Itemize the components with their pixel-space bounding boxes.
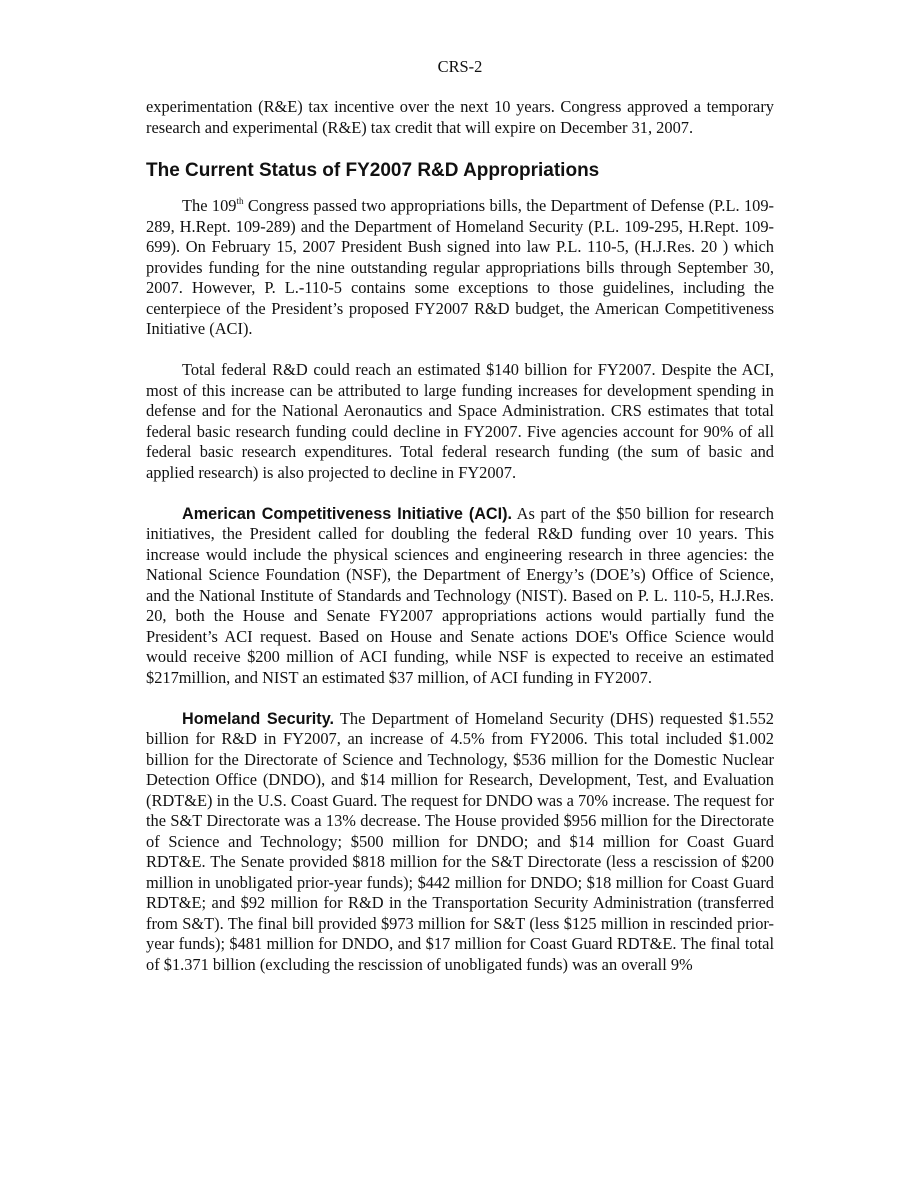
page-number: CRS-2 [437, 57, 483, 76]
aci-body: As part of the $50 billion for research initiatives, the President called for doubling the federal R&D funding over 10 years. This increase would include the physical sciences and engineering research in three agencies: the National Science Foundation (NSF), the Department of Energy’s (DOE’s) Office of Science, and the National Institute of Standards and Technology (NIST). Based on P. L. 110-5, H.J.Res. 20, both the House and Senate FY2007 appropriations actions would partially fund the President’s ACI request. Based on House and Senate actions DOE's Office Science would would receive $200 million of ACI funding, while NSF is expected to receive an estimated $217million, and NIST an estimated $37 million, of ACI funding in FY2007. [146, 503, 774, 687]
para1-superscript: th [236, 196, 244, 206]
para1-lead: The 109 [182, 196, 237, 215]
homeland-run-in-heading: Homeland Security. [182, 709, 334, 728]
paragraph-homeland-security [146, 709, 774, 976]
intro-paragraph: experimentation (R&E) tax incentive over the next 10 years. Congress approved a temporary research and experimental (R&E) tax credit that will expire on December 31, 2007. [146, 97, 774, 137]
paragraph-appropriations-bills [146, 196, 774, 340]
paragraph-total-federal-rd: Total federal R&D could reach an estimated $140 billion for FY2007. Despite the ACI, most of this increase can be attributed to large funding increases for development spending in defense and for the National Aeronautics and Space Administration. CRS estimates that total federal basic research funding could decline in FY2007. Five agencies account for 90% of all federal basic research expenditures. Total federal research funding (the sum of basic and applied research) is also projected to decline in FY2007. [146, 360, 774, 482]
document-page [146, 0, 774, 975]
section-heading: The Current Status of FY2007 R&D Appropriations [146, 160, 600, 181]
aci-run-in-heading: American Competitiveness Initiative (ACI). [182, 504, 512, 523]
paragraph-aci [146, 504, 774, 689]
homeland-body: The Department of Homeland Security (DHS) requested $1.552 billion for R&D in FY2007, an increase of 4.5% from FY2006. This total included $1.002 billion for the Directorate of Science and Technology, $536 million for the Domestic Nuclear Detection Office (DNDO), and $14 million for Research, Development, Test, and Evaluation (RDT&E) in the U.S. Coast Guard. The request for DNDO was a 70% increase. The request for the S&T Directorate was a 13% decrease. The House provided $956 million for the Directorate of Science and Technology; $500 million for DNDO; and $14 million for Coast Guard RDT&E. The Senate provided $818 million for the S&T Directorate (less a rescission of $200 million in unobligated prior-year funds); $442 million for DNDO; $18 million for Coast Guard RDT&E; and $92 million for R&D in the Transportation Security Administration (transferred from S&T). The final bill provided $973 million for S&T (less $125 million in rescinded prior-year funds); $481 million for DNDO, and $17 million for Coast Guard RDT&E. The final total of $1.371 billion (excluding the rescission of unobligated funds) was an overall 9% [146, 708, 774, 974]
para1-body: Congress passed two appropriations bills, the Department of Defense (P.L. 109-289, H.Rept. 109-289) and the Department of Homeland Security (P.L. 109-295, H.Rept. 109-699). On February 15, 2007 President Bush signed into law P.L. 110-5, (H.J.Res. 20 ) which provides funding for the nine outstanding regular appropriations bills through September 30, 2007. However, P. L.-110-5 contains some exceptions to those guidelines, including the centerpiece of the President’s proposed FY2007 R&D budget, the American Competitiveness Initiative (ACI). [146, 196, 775, 338]
